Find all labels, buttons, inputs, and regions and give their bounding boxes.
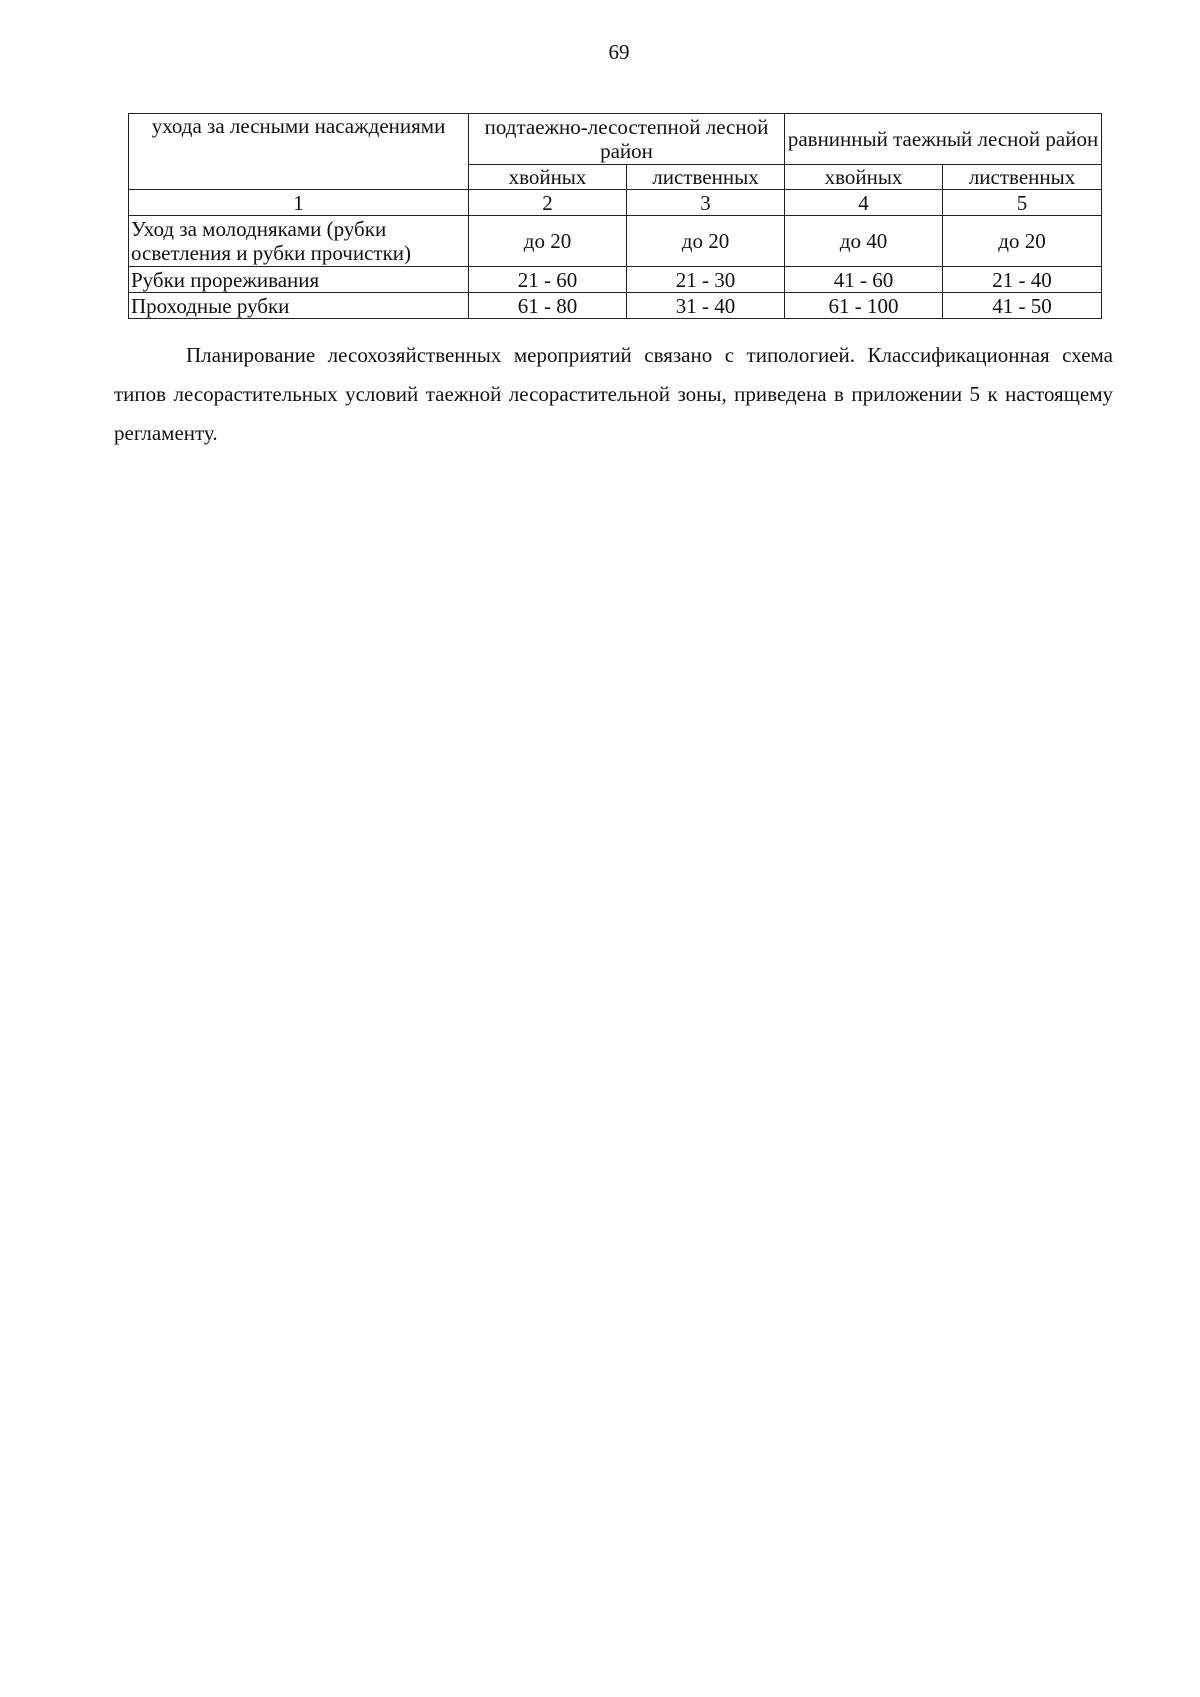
table-cell: 61 - 100 [785, 293, 943, 319]
table-row [129, 216, 1102, 267]
table-cell: 61 - 80 [469, 293, 627, 319]
page-number: 69 [608, 40, 630, 64]
header-group-forest-steppe: подтаежно-лесостепной лесной район [469, 114, 785, 165]
subheader-cell: лиственных [627, 165, 785, 190]
header-activity-type: ухода за лесными насаждениями [129, 114, 469, 190]
table-cell: 41 - 50 [943, 293, 1102, 319]
table-numbering-row [129, 190, 1102, 216]
row-label: Проходные рубки [129, 293, 469, 319]
table-cell: 31 - 40 [627, 293, 785, 319]
table-cell: 41 - 60 [785, 267, 943, 293]
header-group-taiga: равнинный таежный лесной район [785, 114, 1102, 165]
table-cell: 21 - 30 [627, 267, 785, 293]
row-label: Уход за молодняками (рубки осветления и рубки прочистки) [129, 216, 469, 267]
table-header-row [129, 114, 1102, 165]
body-paragraph: Планирование лесохозяйственных мероприятий связано с типологией. Классификационная схема типов лесорастительных условий таежной лесорастительной зоны, приведена в приложении 5 к настоящему регламенту. [114, 343, 1113, 445]
cutting-age-table [128, 113, 1102, 319]
subheader-cell: хвойных [469, 165, 627, 190]
table-cell: до 20 [469, 216, 627, 267]
column-number: 2 [469, 190, 627, 216]
subheader-cell: лиственных [943, 165, 1102, 190]
subheader-cell: хвойных [785, 165, 943, 190]
column-number: 3 [627, 190, 785, 216]
table-cell: до 20 [943, 216, 1102, 267]
column-number: 5 [943, 190, 1102, 216]
table-row [129, 293, 1102, 319]
row-label: Рубки прореживания [129, 267, 469, 293]
table-row [129, 267, 1102, 293]
table-cell: до 40 [785, 216, 943, 267]
table-cell: 21 - 40 [943, 267, 1102, 293]
column-number: 1 [129, 190, 469, 216]
column-number: 4 [785, 190, 943, 216]
table-cell: до 20 [627, 216, 785, 267]
table-cell: 21 - 60 [469, 267, 627, 293]
